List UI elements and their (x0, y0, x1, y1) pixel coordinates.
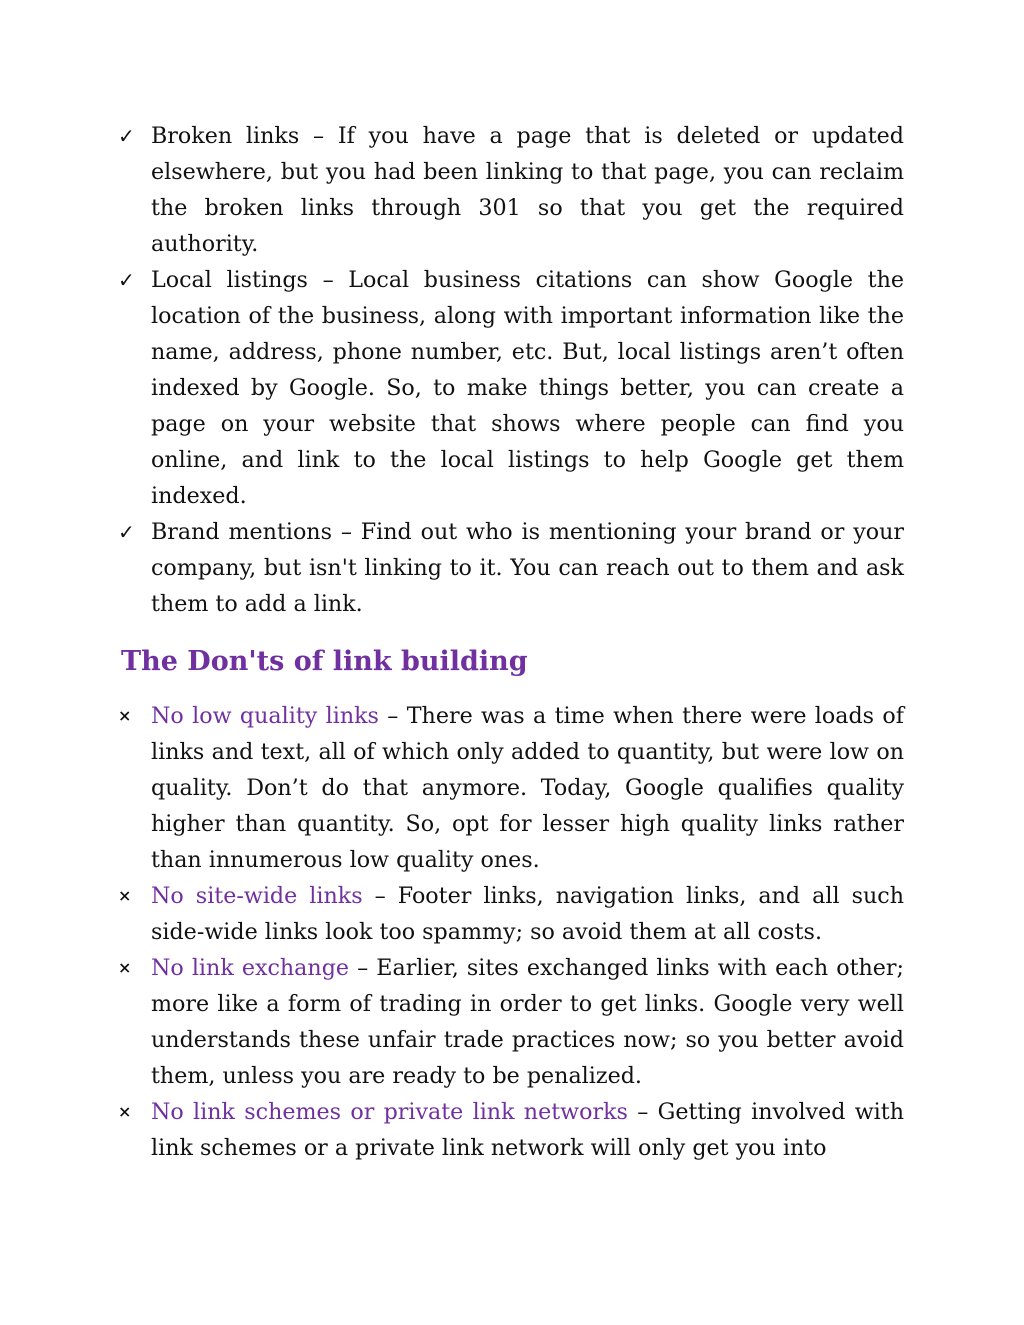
list-item (118, 118, 904, 262)
cross-icon: × (118, 706, 132, 725)
cross-icon: × (118, 1102, 132, 1121)
item-text: – Getting involved with link schemes or a private link network will only get you into (151, 1099, 904, 1161)
list-item (118, 878, 904, 950)
checkmark-icon: ✓ (118, 124, 135, 148)
list-item (118, 262, 904, 514)
list-item (118, 1094, 904, 1166)
list-item (118, 698, 904, 878)
item-text: – Earlier, sites exchanged links with each other; more like a form of trading in order to get links. Google very well understands these unfair trade practices now; so you better avoid them, unless you are ready to be penalized. (151, 955, 905, 1089)
dos-list (118, 118, 904, 622)
checkmark-icon: ✓ (118, 520, 135, 544)
checkmark-icon: ✓ (118, 268, 135, 292)
item-term: No link schemes or private link networks (151, 1099, 628, 1125)
item-text: – Footer links, navigation links, and all such side-wide links look too spammy; so avoid them at all costs. (151, 883, 905, 945)
list-item (118, 514, 904, 622)
donts-list (118, 698, 904, 1166)
item-term: No low quality links (151, 703, 379, 729)
section-heading: The Don'ts of link building (121, 646, 528, 677)
list-item (118, 950, 904, 1094)
item-term: No site-wide links (151, 883, 363, 909)
item-text: Broken links – If you have a page that is deleted or updated elsewhere, but you had been linking to that page, you can reclaim the broken links through 301 so that you get the required authority. (151, 123, 904, 257)
item-text: – There was a time when there were loads of links and text, all of which only added to quantity, but were low on quality. Don’t do that anymore. Today, Google qualifies quality higher than quantity. So, opt for lesser high quality links rather than innumerous low quality ones. (151, 703, 904, 873)
item-term: No link exchange (151, 955, 350, 981)
item-text: Brand mentions – Find out who is mentioning your brand or your company, but isn't linking to it. You can reach out to them and ask them to add a link. (151, 519, 904, 617)
cross-icon: × (118, 958, 132, 977)
cross-icon: × (118, 886, 132, 905)
item-text: Local listings – Local business citations can show Google the location of the business, along with important information like the name, address, phone number, etc. But, local listings aren’t often indexed by Google. So, to make things better, you can create a page on your website that shows where people can find you online, and link to the local listings to help Google get them indexed. (151, 267, 904, 509)
